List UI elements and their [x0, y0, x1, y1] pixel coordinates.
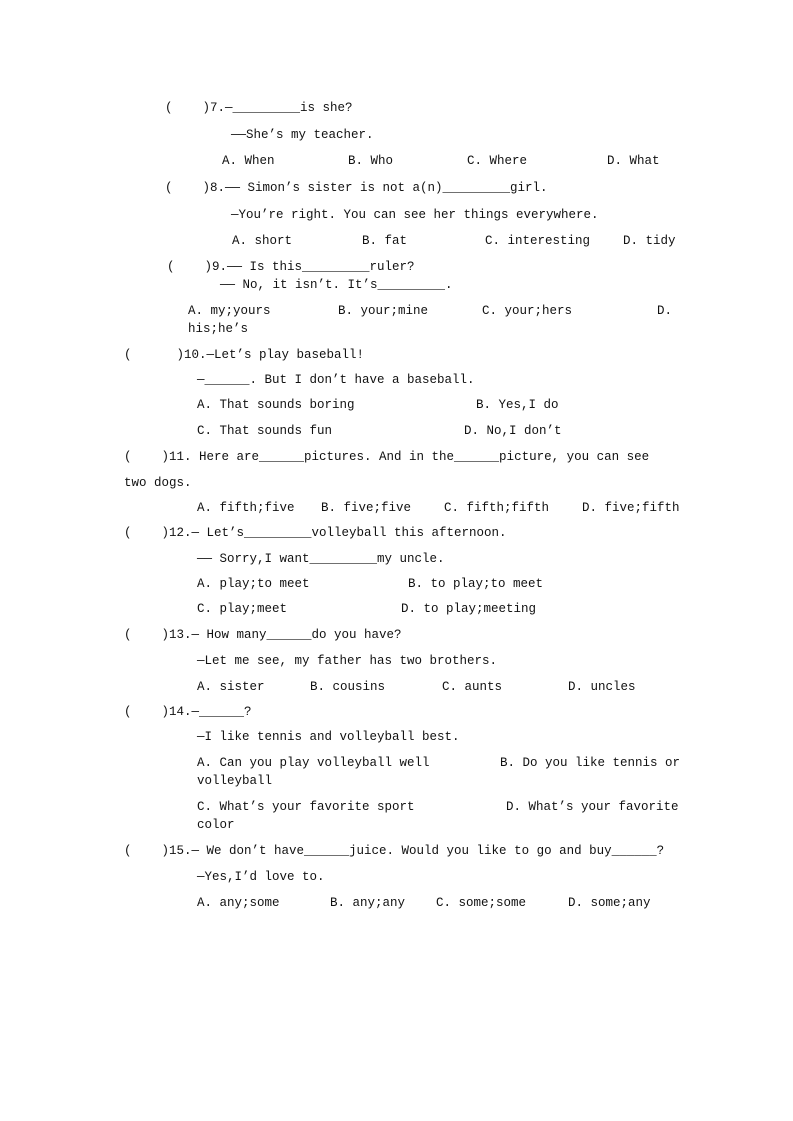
question-12-option-a: A. play;to meet: [197, 577, 310, 591]
question-9-dialogue: —— No, it isn’t. It’s_________.: [220, 278, 453, 292]
question-15-option-b: B. any;any: [330, 896, 406, 910]
question-13-dialogue: —Let me see, my father has two brothers.: [197, 654, 498, 668]
question-14-option-a: A. Can you play volleyball well: [197, 756, 430, 770]
question-8-option-c: C. interesting: [485, 234, 591, 248]
question-7-option-a: A. When: [222, 154, 275, 168]
question-15-dialogue: —Yes,I’d love to.: [197, 870, 325, 884]
question-7-option-d: D. What: [607, 154, 660, 168]
question-14-option-b-continued: volleyball: [197, 774, 273, 788]
question-8-option-d: D. tidy: [623, 234, 676, 248]
question-7-stem: ( )7.—_________is she?: [165, 101, 353, 115]
question-11-option-c: C. fifth;fifth: [444, 501, 550, 515]
question-10-option-c: C. That sounds fun: [197, 424, 333, 438]
question-13-option-a: A. sister: [197, 680, 265, 694]
question-11-stem-continued: two dogs.: [124, 476, 192, 490]
question-9-option-d-text: his;he’s: [188, 322, 249, 336]
question-8-stem: ( )8.—— Simon’s sister is not a(n)_________girl.: [165, 181, 548, 195]
question-8-dialogue: —You’re right. You can see her things everywhere.: [231, 208, 599, 222]
question-14-dialogue: —I like tennis and volleyball best.: [197, 730, 460, 744]
question-9-option-c: C. your;hers: [482, 304, 573, 318]
question-9-option-b: B. your;mine: [338, 304, 429, 318]
question-14-stem: ( )14.—______?: [124, 705, 252, 719]
question-10-option-b: B. Yes,I do: [476, 398, 559, 412]
question-14-option-b: B. Do you like tennis or: [500, 756, 681, 770]
question-9-stem: ( )9.—— Is this_________ruler?: [167, 260, 415, 274]
question-9-option-d: D.: [657, 304, 673, 318]
question-14-option-d-continued: color: [197, 818, 235, 832]
question-11-option-a: A. fifth;five: [197, 501, 295, 515]
question-14-option-d: D. What’s your favorite: [506, 800, 679, 814]
question-15-option-c: C. some;some: [436, 896, 527, 910]
question-8-option-a: A. short: [232, 234, 293, 248]
question-14-option-c: C. What’s your favorite sport: [197, 800, 415, 814]
question-7-option-c: C. Where: [467, 154, 528, 168]
question-15-stem: ( )15.— We don’t have______juice. Would you like to go and buy______?: [124, 844, 665, 858]
question-12-option-c: C. play;meet: [197, 602, 288, 616]
question-10-stem: ( )10.—Let’s play baseball!: [124, 348, 365, 362]
question-7-option-b: B. Who: [348, 154, 394, 168]
question-12-dialogue: —— Sorry,I want_________my uncle.: [197, 552, 445, 566]
question-12-stem: ( )12.— Let’s_________volleyball this afternoon.: [124, 526, 507, 540]
question-7-dialogue: ——She’s my teacher.: [231, 128, 374, 142]
question-13-option-b: B. cousins: [310, 680, 386, 694]
question-10-option-d: D. No,I don’t: [464, 424, 562, 438]
question-13-option-c: C. aunts: [442, 680, 503, 694]
question-8-option-b: B. fat: [362, 234, 408, 248]
question-10-dialogue: —______. But I don’t have a baseball.: [197, 373, 475, 387]
question-15-option-a: A. any;some: [197, 896, 280, 910]
question-9-option-a: A. my;yours: [188, 304, 271, 318]
question-15-option-d: D. some;any: [568, 896, 651, 910]
question-12-option-d: D. to play;meeting: [401, 602, 537, 616]
question-11-option-b: B. five;five: [321, 501, 412, 515]
question-13-option-d: D. uncles: [568, 680, 636, 694]
question-12-option-b: B. to play;to meet: [408, 577, 544, 591]
question-11-stem: ( )11. Here are______pictures. And in the______picture, you can see: [124, 450, 650, 464]
question-13-stem: ( )13.— How many______do you have?: [124, 628, 402, 642]
question-11-option-d: D. five;fifth: [582, 501, 680, 515]
question-10-option-a: A. That sounds boring: [197, 398, 355, 412]
